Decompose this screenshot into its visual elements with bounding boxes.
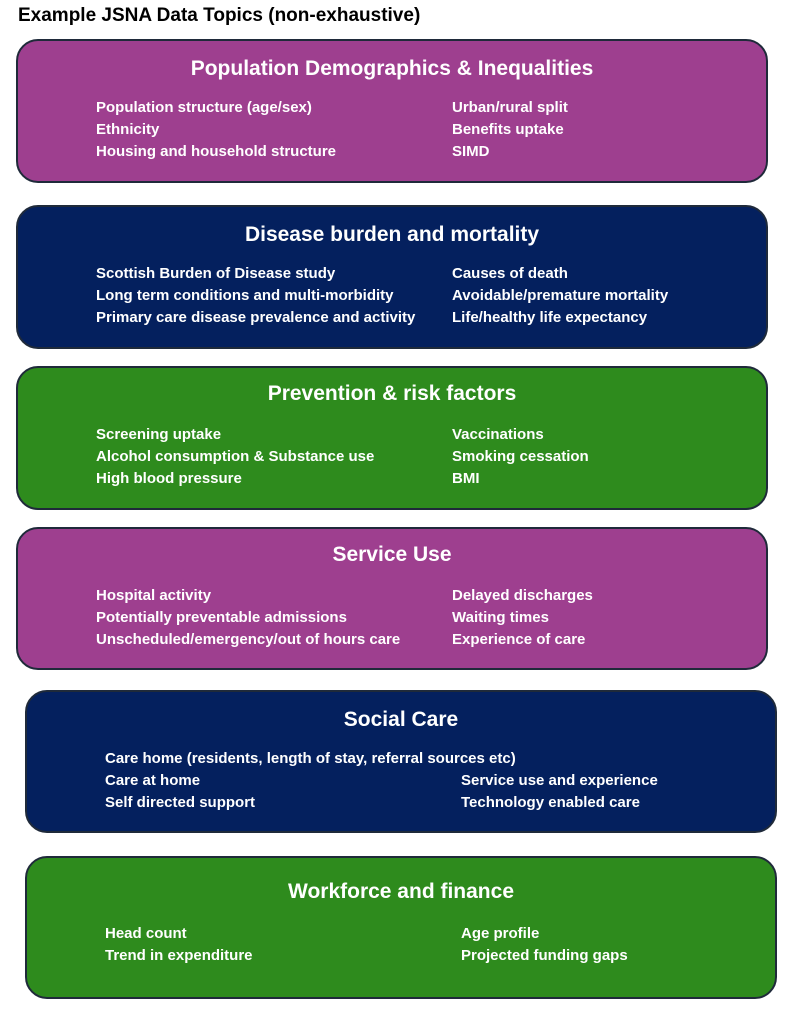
topic-item: Hospital activity — [96, 587, 212, 604]
topic-item: Population structure (age/sex) — [96, 99, 312, 116]
topic-item: Trend in expenditure — [105, 947, 253, 964]
topic-title: Prevention & risk factors — [267, 382, 517, 405]
topic-title: Workforce and finance — [288, 880, 514, 903]
topic-item: Screening uptake — [96, 426, 222, 443]
topic-item: Ethnicity — [96, 121, 160, 138]
topic-item: Self directed support — [105, 794, 256, 811]
topic-item: Care home (residents, length of stay, referral sources etc) — [105, 750, 516, 767]
topic-item: Smoking cessation — [452, 448, 589, 465]
topic-item: Delayed discharges — [452, 587, 593, 604]
topic-item: Vaccinations — [452, 426, 544, 443]
topic-box-workforce-finance — [25, 856, 777, 999]
topic-item: Age profile — [461, 925, 540, 942]
topic-item: Experience of care — [452, 631, 586, 648]
topic-item: Technology enabled care — [461, 794, 640, 811]
topic-box-prevention — [16, 366, 768, 510]
topic-item: High blood pressure — [96, 470, 242, 487]
topic-item: Care at home — [105, 772, 201, 789]
topic-item: Waiting times — [452, 609, 549, 626]
topic-title: Service Use — [332, 543, 452, 566]
topic-box-disease-burden — [16, 205, 768, 349]
topic-box-social-care — [25, 690, 777, 833]
topic-title: Population Demographics & Inequalities — [190, 57, 594, 80]
topic-item: Potentially preventable admissions — [96, 609, 347, 626]
topic-item: Causes of death — [452, 265, 568, 282]
topic-item: Housing and household structure — [96, 143, 337, 160]
topic-item: Life/healthy life expectancy — [452, 309, 648, 326]
topic-item: Long term conditions and multi-morbidity — [96, 287, 394, 304]
topic-item: Projected funding gaps — [461, 947, 628, 964]
topic-title: Social Care — [343, 708, 459, 731]
topic-item: Service use and experience — [461, 772, 658, 789]
page-title: Example JSNA Data Topics (non-exhaustive) — [18, 5, 421, 26]
topic-item: Scottish Burden of Disease study — [96, 265, 336, 282]
topic-item: Urban/rural split — [452, 99, 568, 116]
topic-item: Avoidable/premature mortality — [452, 287, 669, 304]
topic-item: Unscheduled/emergency/out of hours care — [96, 631, 401, 648]
topic-item: SIMD — [452, 143, 490, 160]
topic-box-population-demographics — [16, 39, 768, 183]
topic-title: Disease burden and mortality — [244, 223, 540, 246]
topic-item: Primary care disease prevalence and activity — [96, 309, 416, 326]
topic-box-service-use — [16, 527, 768, 670]
topic-item: BMI — [452, 470, 480, 487]
topic-item: Head count — [105, 925, 187, 942]
topic-item: Alcohol consumption & Substance use — [96, 448, 375, 465]
topic-item: Benefits uptake — [452, 121, 564, 138]
